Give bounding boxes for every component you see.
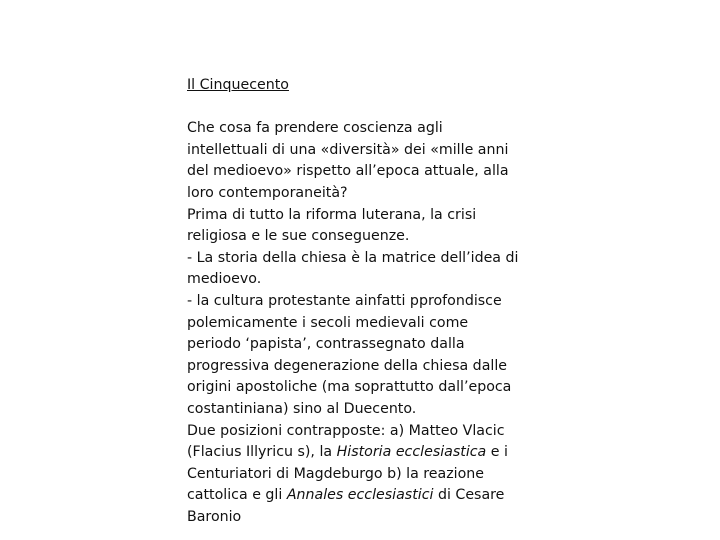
text-line: [187, 377, 547, 399]
text-line: [187, 313, 547, 335]
text-line: [187, 183, 547, 205]
text-run: e i: [486, 444, 508, 461]
text-run: progressiva degenerazione della chiesa dalle: [187, 357, 507, 374]
text-line: [187, 334, 547, 356]
text-line: [187, 464, 547, 486]
text-line: [187, 161, 547, 183]
text-run: Due posizioni contrapposte: a) Matteo Vlacic: [187, 422, 505, 439]
text-line: [187, 205, 547, 227]
text-run: medioevo.: [187, 271, 262, 288]
text-run: (Flacius Illyricu s), la: [187, 444, 337, 461]
slide-title: Il Cinquecento: [187, 77, 289, 93]
italic-title-text: Annales ecclesiastici: [286, 487, 434, 504]
text-run: periodo ‘papista’, contrassegnato dalla: [187, 336, 465, 353]
text-run: polemicamente i secoli medievali come: [187, 314, 469, 331]
text-run: - La storia della chiesa è la matrice dell’idea di: [187, 249, 519, 266]
text-line: [187, 269, 547, 291]
slide-text-body: [187, 75, 547, 528]
text-run: Prima di tutto la riforma luterana, la crisi: [187, 206, 477, 223]
text-line: [187, 485, 547, 507]
text-line: [187, 507, 547, 529]
text-line: [187, 248, 547, 270]
text-run: di Cesare: [433, 487, 505, 504]
text-line: [187, 421, 547, 443]
text-line: [187, 140, 547, 162]
text-run: Centuriatori di Magdeburgo b) la reazione: [187, 465, 485, 482]
text-line: [187, 226, 547, 248]
italic-title-text: Historia ecclesiastica: [336, 444, 487, 461]
text-run: Baronio: [187, 508, 242, 525]
text-run: del medioevo» rispetto all’epoca attuale, alla: [187, 163, 509, 180]
text-line: [187, 118, 547, 140]
text-run: Che cosa fa prendere coscienza agli: [187, 120, 443, 137]
paragraph-lines: [187, 118, 547, 528]
text-line: [187, 356, 547, 378]
text-run: religiosa e le sue conseguenze.: [187, 228, 410, 245]
text-run: origini apostoliche (ma soprattutto dall’epoca: [187, 379, 512, 396]
text-run: intellettuali di una «diversità» dei «mille anni: [187, 141, 509, 158]
text-line: [187, 291, 547, 313]
text-run: loro contemporaneità?: [187, 184, 348, 201]
blank-line: [187, 97, 547, 119]
text-run: costantiniana) sino al Duecento.: [187, 400, 417, 417]
text-line: [187, 442, 547, 464]
text-run: cattolica e gli: [187, 487, 287, 504]
text-run: - la cultura protestante ainfatti pprofondisce: [187, 292, 502, 309]
text-line: [187, 399, 547, 421]
